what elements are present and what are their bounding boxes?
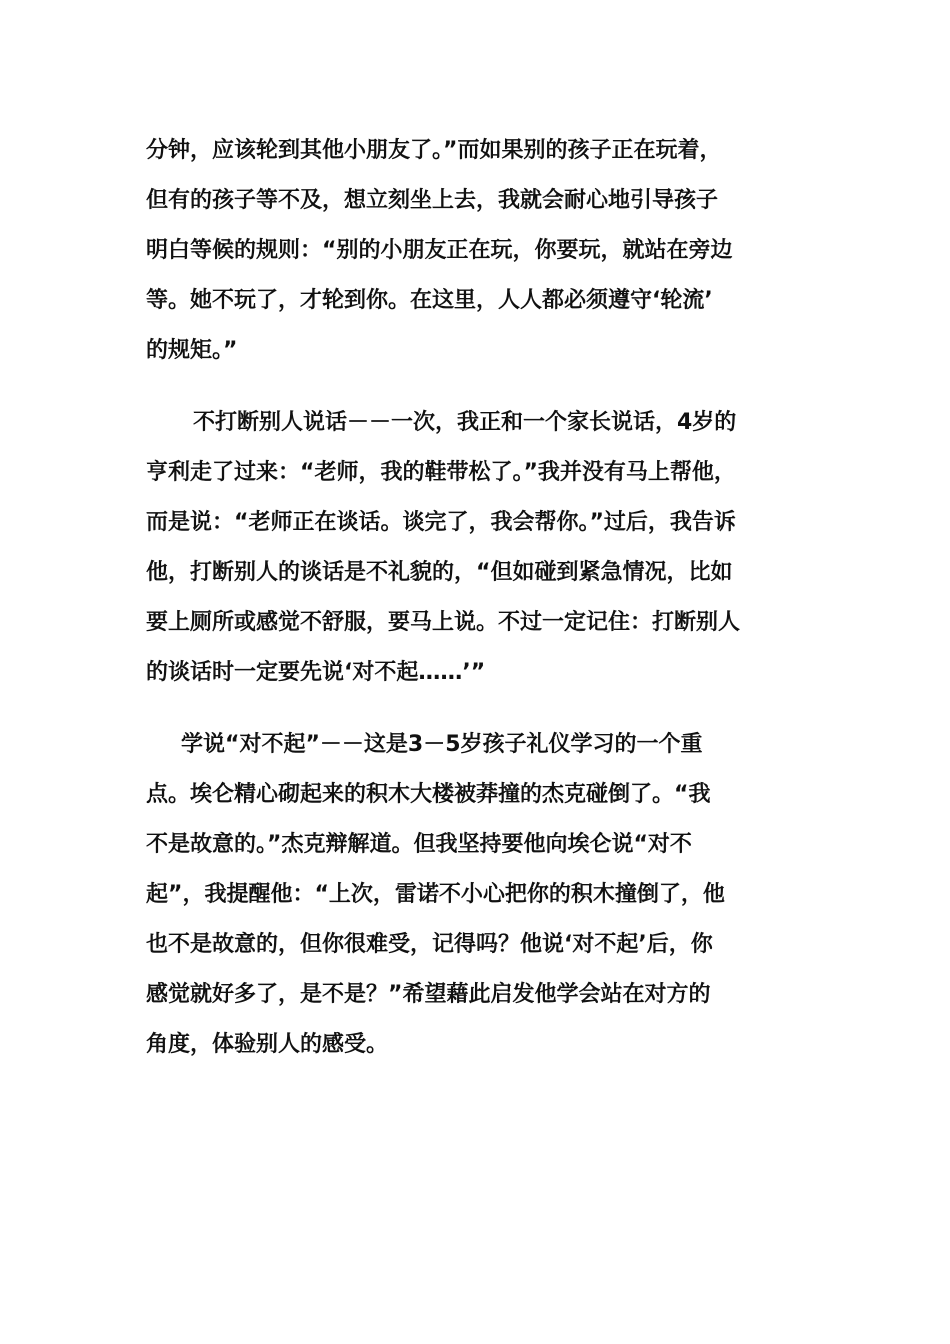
paragraph-3-line-5: 也不是故意的，但你很难受，记得吗？他说‘对不起’后，你	[146, 932, 713, 957]
paragraph-3-line-6: 感觉就好多了，是不是？”希望藉此启发他学会站在对方的	[146, 982, 711, 1007]
paragraph-3-line-1: 学说“对不起”－－这是3－5岁孩子礼仪学习的一个重	[181, 732, 703, 757]
paragraph-2-line-2: 亨利走了过来：“老师，我的鞋带松了。”我并没有马上帮他，	[146, 460, 736, 485]
paragraph-2-line-5: 要上厕所或感觉不舒服，要马上说。不过一定记住：打断别人	[146, 610, 741, 635]
paragraph-2-line-6: 的谈话时一定要先说‘对不起……’”	[146, 660, 486, 685]
paragraph-1-line-1: 分钟，应该轮到其他小朋友了。”而如果别的孩子正在玩着，	[146, 138, 722, 163]
paragraph-1-line-5: 的规矩。”	[146, 338, 238, 363]
paragraph-1-line-2: 但有的孩子等不及，想立刻坐上去，我就会耐心地引导孩子	[146, 188, 719, 213]
paragraph-1-line-3: 明白等候的规则：“别的小朋友正在玩，你要玩，就站在旁边	[146, 238, 733, 263]
paragraph-2-line-4: 他，打断别人的谈话是不礼貌的，“但如碰到紧急情况，比如	[146, 560, 733, 585]
paragraph-3-line-4: 起”，我提醒他：“上次，雷诺不小心把你的积木撞倒了，他	[146, 882, 725, 907]
paragraph-3-line-3: 不是故意的。”杰克辩解道。但我坚持要他向埃仑说“对不	[146, 832, 692, 857]
paragraph-2-line-1: 不打断别人说话－－一次，我正和一个家长说话，4岁的	[193, 410, 737, 435]
paragraph-3-line-7: 角度，体验别人的感受。	[146, 1032, 389, 1057]
paragraph-1-line-4: 等。她不玩了，才轮到你。在这里，人人都必须遵守‘轮流’	[146, 288, 713, 313]
paragraph-3-line-2: 点。埃仑精心砌起来的积木大楼被莽撞的杰克碰倒了。“我	[146, 782, 711, 807]
paragraph-2-line-3: 而是说：“老师正在谈话。谈完了，我会帮你。”过后，我告诉	[146, 510, 736, 535]
